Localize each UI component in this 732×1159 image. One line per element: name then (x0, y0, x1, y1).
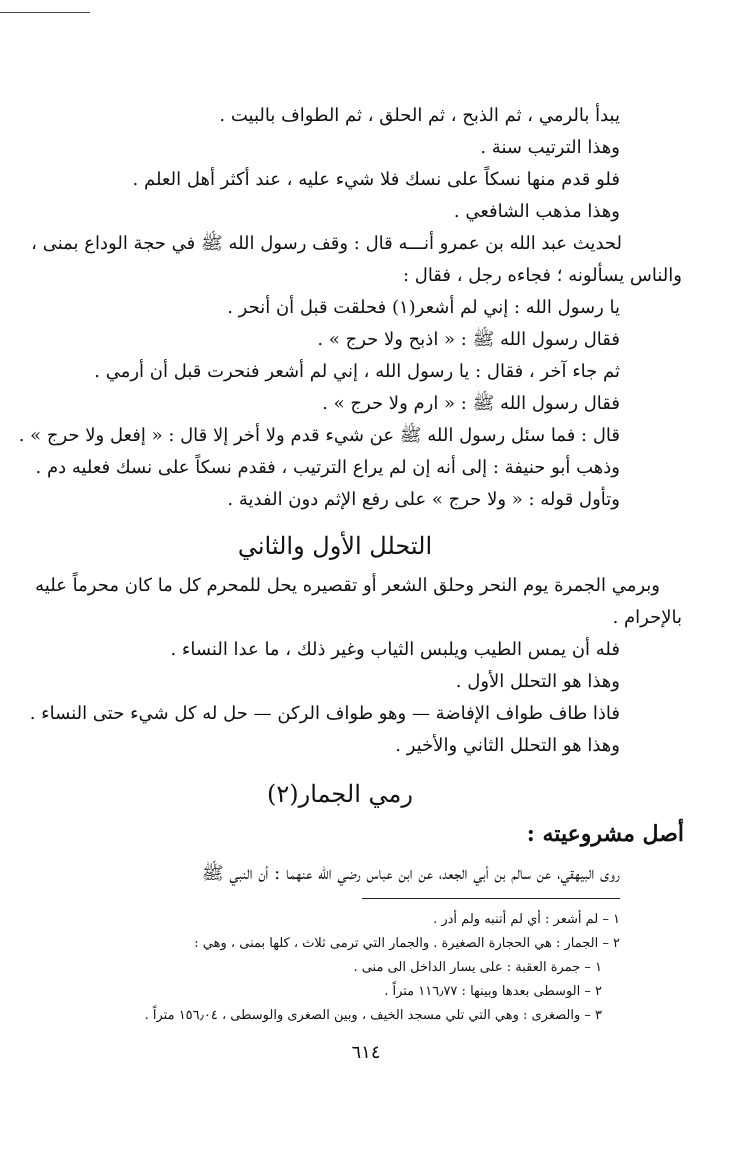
subheading: أصل مشروعيته : (526, 821, 684, 847)
paragraph-line: ثم جاء آخر ، فقال : يا رسول الله ، إني لم أشعر فنحرت قبل أن أرمي . (94, 361, 620, 382)
footnote-separator (362, 898, 620, 899)
footnote: ١ – لم أشعر : أي لم أتنبه ولم أدر . (433, 912, 620, 927)
section-heading: التحلل الأول والثاني (237, 532, 433, 560)
paragraph-line: يبدأ بالرمي ، ثم الذبح ، ثم الحلق ، ثم الطواف بالبيت . (219, 105, 620, 126)
paragraph-line: فلو قدم منها نسكاً على نسك فلا شيء عليه ، عند أكثر أهل العلم . (132, 169, 620, 190)
paragraph-line: وذهب أبو حنيفة : إلى أنه إن لم يراع الترتيب ، فقدم نسكاً على نسك فعليه دم . (35, 457, 620, 478)
paragraph-line: وهذا مذهب الشافعي . (453, 201, 620, 222)
paragraph-line: فقال رسول الله ﷺ : « ارم ولا حرج » . (322, 393, 620, 414)
paragraph-line: فله أن يمس الطيب ويلبس الثياب وغير ذلك ، ما عدا النساء . (170, 639, 620, 660)
paragraph-line: قال : فما سئل رسول الله ﷺ عن شيء قدم ولا أخر إلا قال : « إفعل ولا حرج » . (18, 425, 620, 446)
page-number: ٦١٤ (351, 1042, 381, 1063)
paragraph-line: وبرمي الجمرة يوم النحر وحلق الشعر أو تقصيره يحل للمحرم كل ما كان محرماً عليه (35, 575, 660, 596)
footnotes (70, 908, 620, 1028)
paragraph-line: فقال رسول الله ﷺ : « اذبح ولا حرج » . (317, 329, 620, 350)
paragraph-line: وهذا الترتيب سنة . (480, 137, 620, 158)
paragraph-line: بالإحرام . (612, 607, 682, 628)
paragraph-line: وتأول قوله : « ولا حرج » على رفع الإثم دون الفدية . (227, 489, 620, 510)
paragraph-line: يا رسول الله : إني لم أشعر(١) فحلقت قبل أن أنحر . (227, 297, 620, 318)
footnote-subitem: ٣ – والصغرى : وهي التي تلي مسجد الخيف ، وبين الصغرى والوسطى ، ١٥٦٫٠٤ متراً . (144, 1008, 602, 1023)
paragraph-line: وهذا هو التحلل الثاني والأخير . (395, 735, 620, 756)
main-text (18, 100, 684, 890)
paragraph-line: والناس يسألونه ؛ فجاءه رجل ، فقال : (402, 265, 682, 286)
paragraph-line: وهذا هو التحلل الأول . (455, 671, 620, 692)
paragraph-line: لحديث عبد الله بن عمرو أنـــه قال : وقف رسول الله ﷺ في حجة الوداع بمنى ، (31, 233, 622, 254)
top-rule (0, 12, 90, 13)
section-heading: رمي الجمار(٢) (267, 780, 413, 808)
footnote-subitem: ٢ – الوسطى بعدها وبينها : ١١٦٫٧٧ متراً . (384, 984, 602, 999)
footnote-subitem: ١ – جمرة العقبة : على يسار الداخل الى منى . (353, 960, 602, 975)
paragraph-line: روى البيهقي، عن سالم بن أبي الجعد، عن ابن عباس رضي الله عنهما : أن النبي ﷺ (201, 863, 620, 884)
footnote: ٢ – الجمار : هي الحجارة الصغيرة . والجمار التي ترمى ثلاث ، كلها بمنى ، وهي : (194, 936, 620, 951)
paragraph-line: فاذا طاف طواف الإفاضة — وهو طواف الركن — حل له كل شيء حتى النساء . (29, 703, 620, 724)
